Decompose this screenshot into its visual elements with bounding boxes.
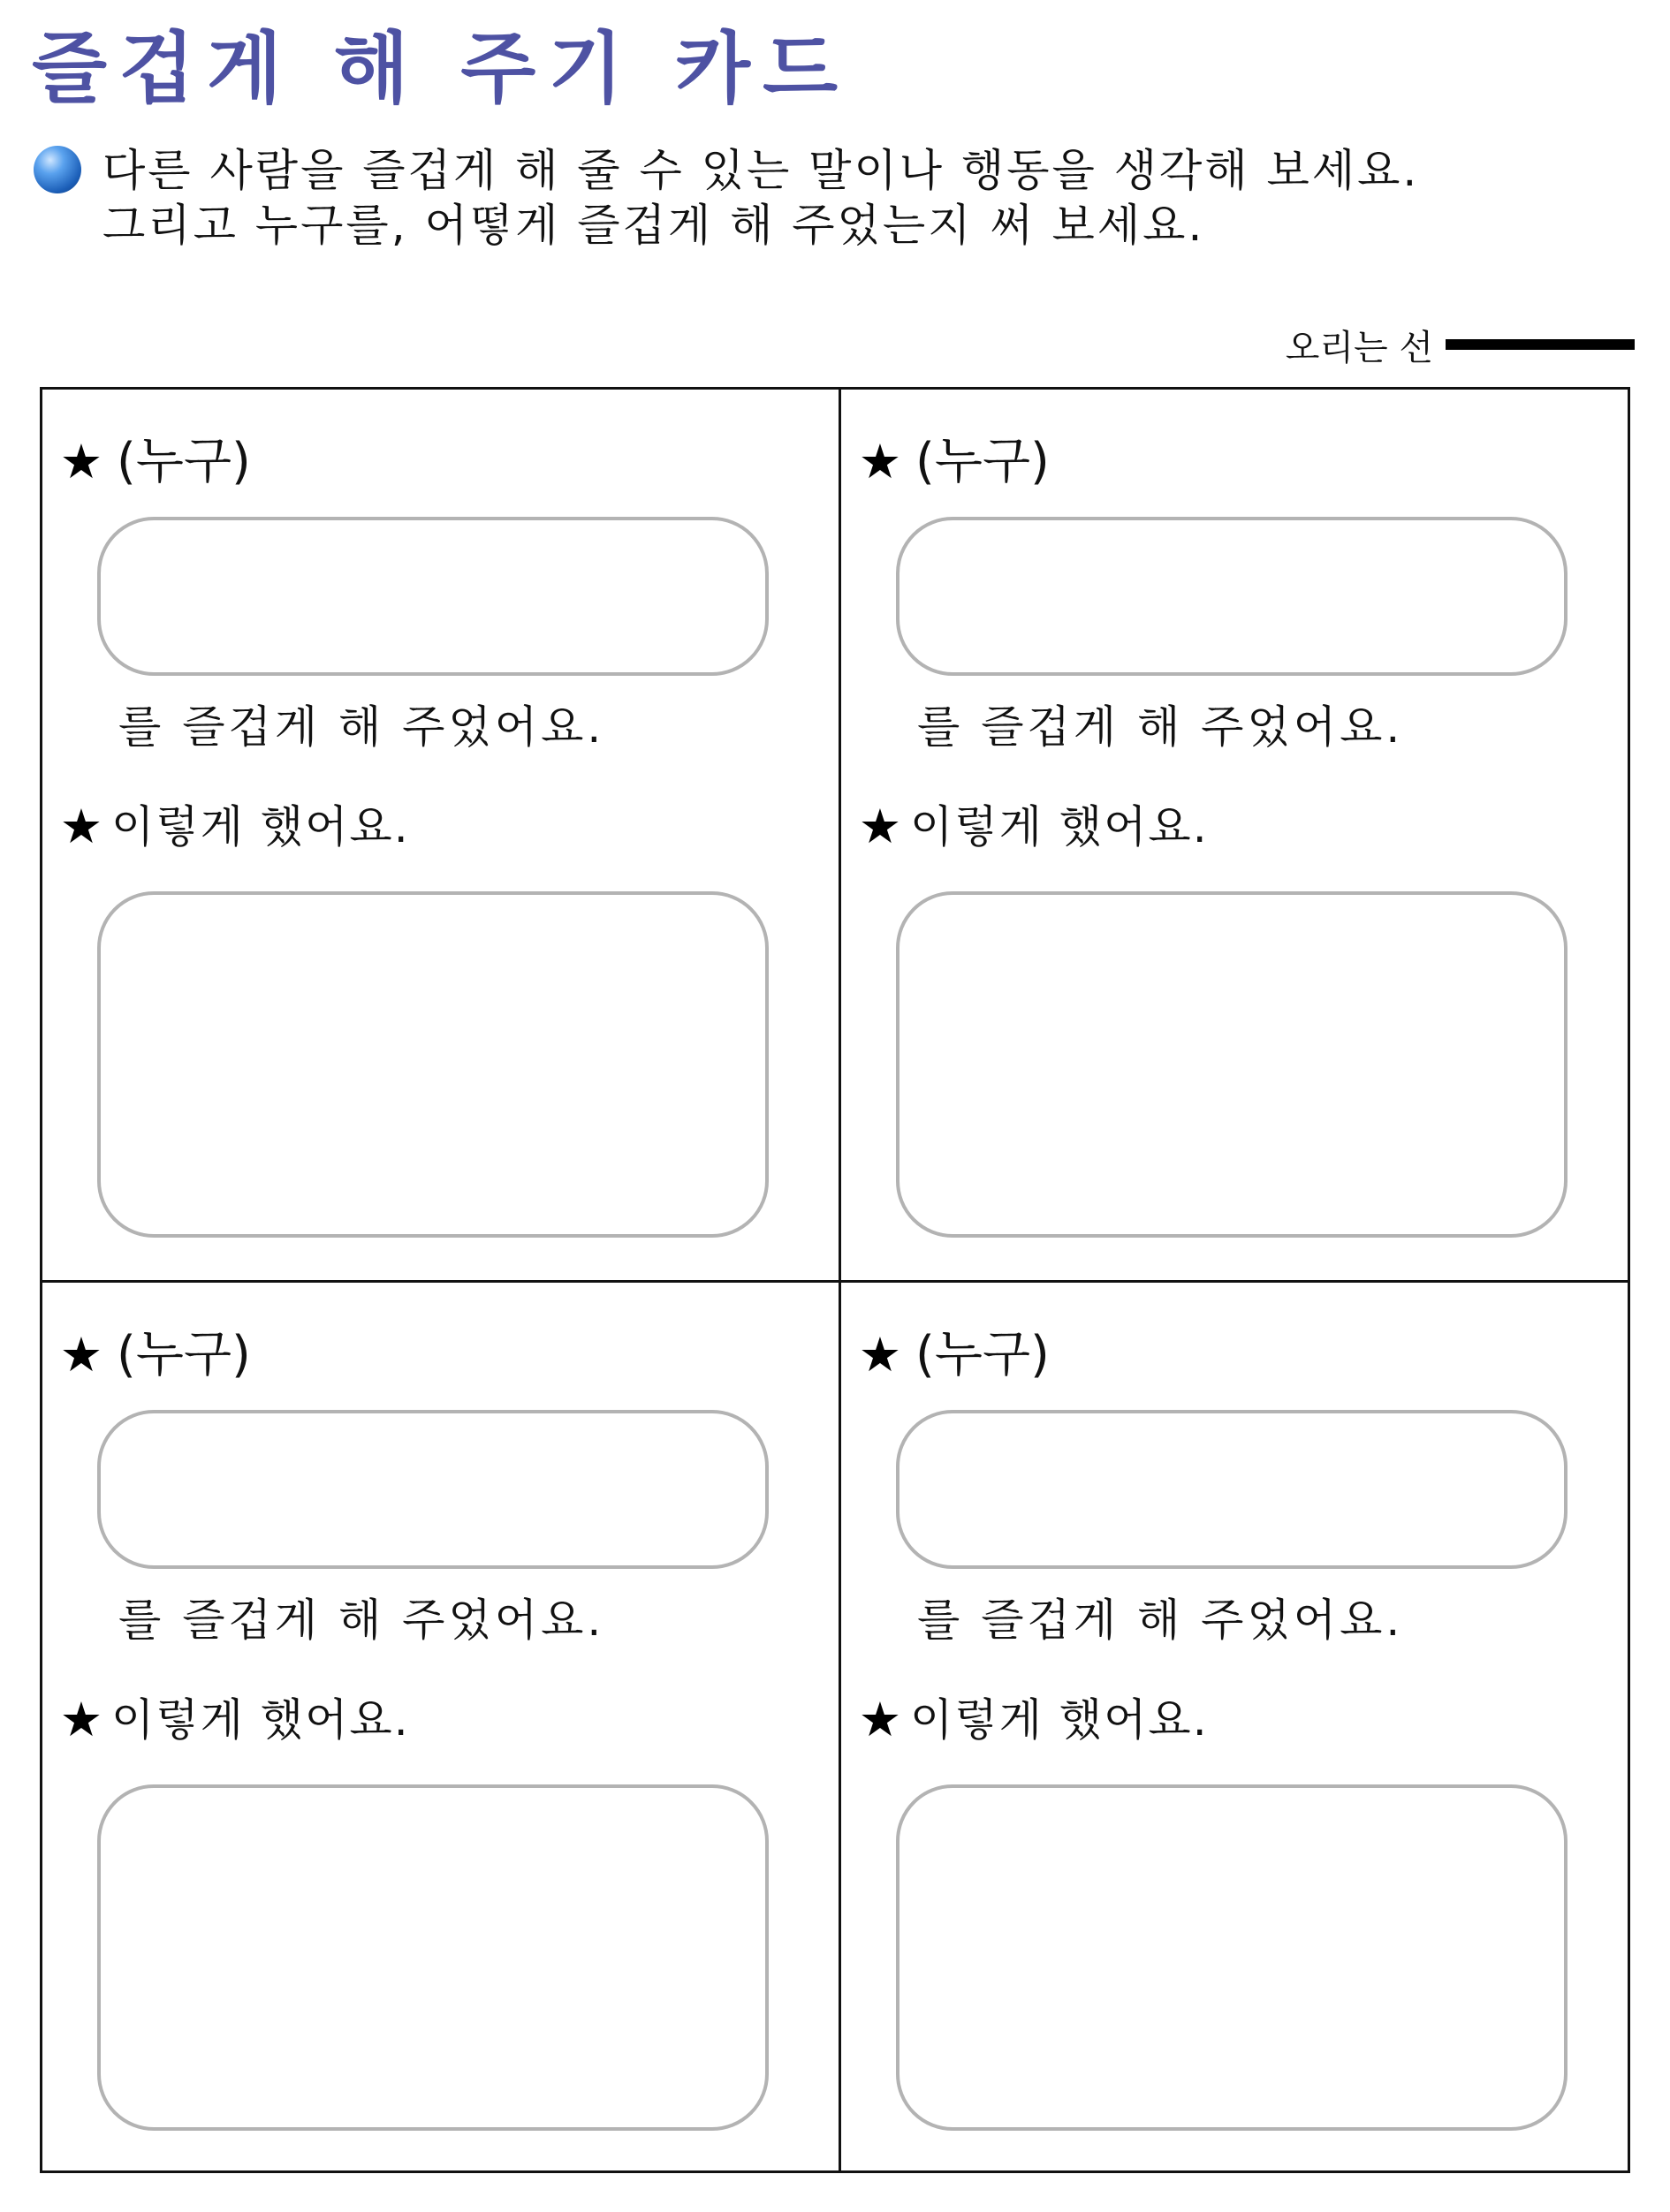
how-row [854,1693,1209,1746]
instruction-line-2: 그리고 누구를, 어떻게 즐겁게 해 주었는지 써 보세요. [102,200,1205,251]
who-row [854,1326,1050,1383]
cut-line-label: 오리는 선 [1285,327,1433,368]
who-label: (누구) [915,1326,1050,1383]
cut-line-sample [1446,339,1635,350]
card [42,1283,841,2170]
how-row [854,800,1209,853]
how-row [55,1693,410,1746]
who-row [55,433,251,490]
how-input-box[interactable] [97,891,769,1238]
how-label: 이렇게 했어요. [111,801,410,852]
who-input-box[interactable] [97,1410,769,1569]
who-row [854,433,1050,490]
star-icon: ★ [59,1327,103,1382]
cheer-sentence: 를 즐겁게 해 주었어요. [917,701,1404,753]
star-icon: ★ [858,434,902,489]
star-icon: ★ [59,799,103,854]
star-icon: ★ [59,1692,103,1747]
star-icon: ★ [858,1327,902,1382]
instruction-line-1: 다른 사람을 즐겁게 해 줄 수 있는 말이나 행동을 생각해 보세요. [102,145,1420,196]
how-label: 이렇게 했어요. [910,801,1209,852]
how-label: 이렇게 했어요. [111,1694,410,1746]
star-icon: ★ [858,1692,902,1747]
how-input-box[interactable] [97,1784,769,2131]
who-label: (누구) [117,433,251,490]
how-row [55,800,410,853]
star-icon: ★ [858,799,902,854]
card [841,390,1630,1283]
blue-sphere-icon [34,146,81,193]
how-label: 이렇게 했어요. [910,1694,1209,1746]
how-input-box[interactable] [896,891,1568,1238]
cheer-sentence: 를 즐겁게 해 주었어요. [917,1595,1404,1646]
card-grid [40,387,1630,2173]
cut-line-legend [1286,318,1635,371]
cheer-sentence: 를 즐겁게 해 주었어요. [118,701,605,753]
who-label: (누구) [915,433,1050,490]
card [42,390,841,1283]
who-input-box[interactable] [97,517,769,676]
page-title: 즐겁게 해 주기 카드 [32,23,850,114]
how-input-box[interactable] [896,1784,1568,2131]
star-icon: ★ [59,434,103,489]
who-input-box[interactable] [896,1410,1568,1569]
who-label: (누구) [117,1326,251,1383]
who-row [55,1326,251,1383]
card [841,1283,1630,2170]
cheer-sentence: 를 즐겁게 해 주었어요. [118,1595,605,1646]
who-input-box[interactable] [896,517,1568,676]
